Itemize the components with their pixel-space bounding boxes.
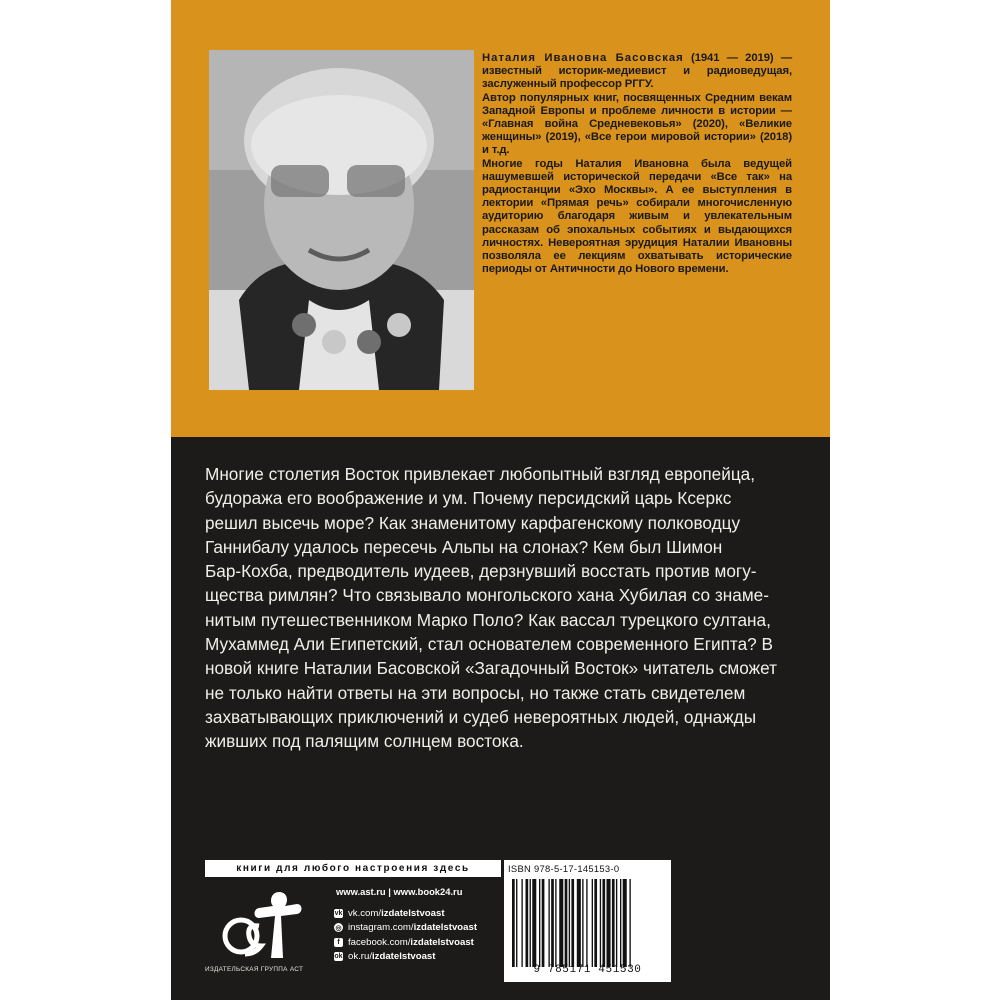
annotation-line: не только найти ответы на эти вопросы, но также стать свидетелем (205, 682, 746, 703)
logo-caption: ИЗДАТЕЛЬСКАЯ ГРУППА АСТ (205, 966, 304, 973)
social-handle: izdatelstvoast (372, 950, 436, 962)
annotation-line: Мухаммед Али Египетский, стал основателем современного Египта? В (205, 634, 773, 655)
instagram-icon: ◎ (335, 924, 342, 932)
ast-logo-icon (219, 884, 309, 964)
barcode-digits: 9 785171 451530 (533, 964, 642, 976)
vk-icon: vk (334, 910, 343, 917)
social-prefix: vk.com/ (348, 908, 382, 919)
barcode-icon (512, 879, 664, 967)
bio-paragraph: (1941 — 2019) — известный историк-медиевист и радиоведущая, заслуженный профессор РГГУ. (482, 52, 793, 91)
social-links (334, 907, 477, 964)
social-link-facebook[interactable] (334, 936, 477, 949)
isbn-number: ISBN 978-5-17-145153-0 (508, 863, 620, 874)
social-prefix: instagram.com/ (348, 922, 414, 934)
book-annotation (205, 462, 805, 754)
annotation-line: Многие столетия Восток привлекает любопытный взгляд европейца, (205, 464, 756, 484)
isbn-block (504, 860, 671, 982)
social-prefix: ok.ru/ (348, 950, 372, 962)
ok-icon: ok (334, 952, 343, 960)
social-link-ok[interactable] (334, 950, 477, 963)
bio-paragraph: Многие годы Наталия Ивановна была ведущей нашумевшей исторической передачи «Все так» на радиостанции «Эхо Москвы». А ее выступления в лектории «Прямая речь» собирали многочисленную аудиторию благодаря живым и увлекательным рассказам об эпохальных событиях и выдающихся личностях. Невероятная эрудиция Наталии Ивановны позволяла ее лекциям охватывать исторические периоды от Античности до Нового времени. (482, 157, 792, 276)
bio-paragraph: Автор популярных книг, посвященных Средним векам Западной Европы и проблеме личности в истории — «Главная война Средневековья» (2020), «Великие женщины» (2019), «Все герои мировой истории» (2018) и т.д. (482, 91, 792, 157)
annotation-line: новой книге Наталии Басовской «Загадочный Восток» читатель сможет (205, 658, 777, 679)
annotation-line: будоража его воображение и ум. Почему персидский царь Ксеркс (205, 488, 732, 509)
annotation-line: Ганнибалу удалось пересечь Альпы на слонах? Кем был Шимон (205, 536, 723, 557)
publisher-tagline: книги для любого настроения здесь (205, 860, 501, 877)
social-handle: izdatelstvoast (381, 908, 445, 919)
social-handle: izdatelstvoast (413, 922, 478, 934)
social-link-vk[interactable] (334, 907, 477, 920)
author-panel (171, 0, 830, 437)
book-back-cover (171, 0, 830, 1000)
annotation-line: решил высечь море? Как знаменитому карфагенскому полководцу (205, 512, 741, 533)
author-bio (482, 52, 792, 276)
social-link-instagram[interactable] (334, 921, 477, 934)
facebook-icon: f (334, 938, 343, 947)
author-photo (209, 50, 474, 390)
annotation-line: щества римлян? Что связывало монгольского хана Хубилая со знаме- (205, 585, 769, 606)
bio-first-paragraph (482, 52, 792, 92)
annotation-line: нитым путешественником Марко Поло? Как вассал турецкого султана, (205, 609, 771, 630)
annotation-line: захватывающих приключений и судеб невероятных людей, однажды (205, 706, 757, 727)
author-portrait-icon (209, 50, 474, 390)
annotation-line: Бар-Кохба, предводитель иудеев, дерзнувший восстать против могу- (205, 561, 757, 582)
publisher-websites[interactable]: www.ast.ru | www.book24.ru (336, 886, 463, 897)
social-handle: izdatelstvoast (410, 936, 474, 948)
annotation-line: живших под палящим солнцем востока. (205, 731, 524, 752)
author-name: Наталия Ивановна Басовская (482, 52, 684, 64)
social-prefix: facebook.com/ (348, 936, 411, 948)
